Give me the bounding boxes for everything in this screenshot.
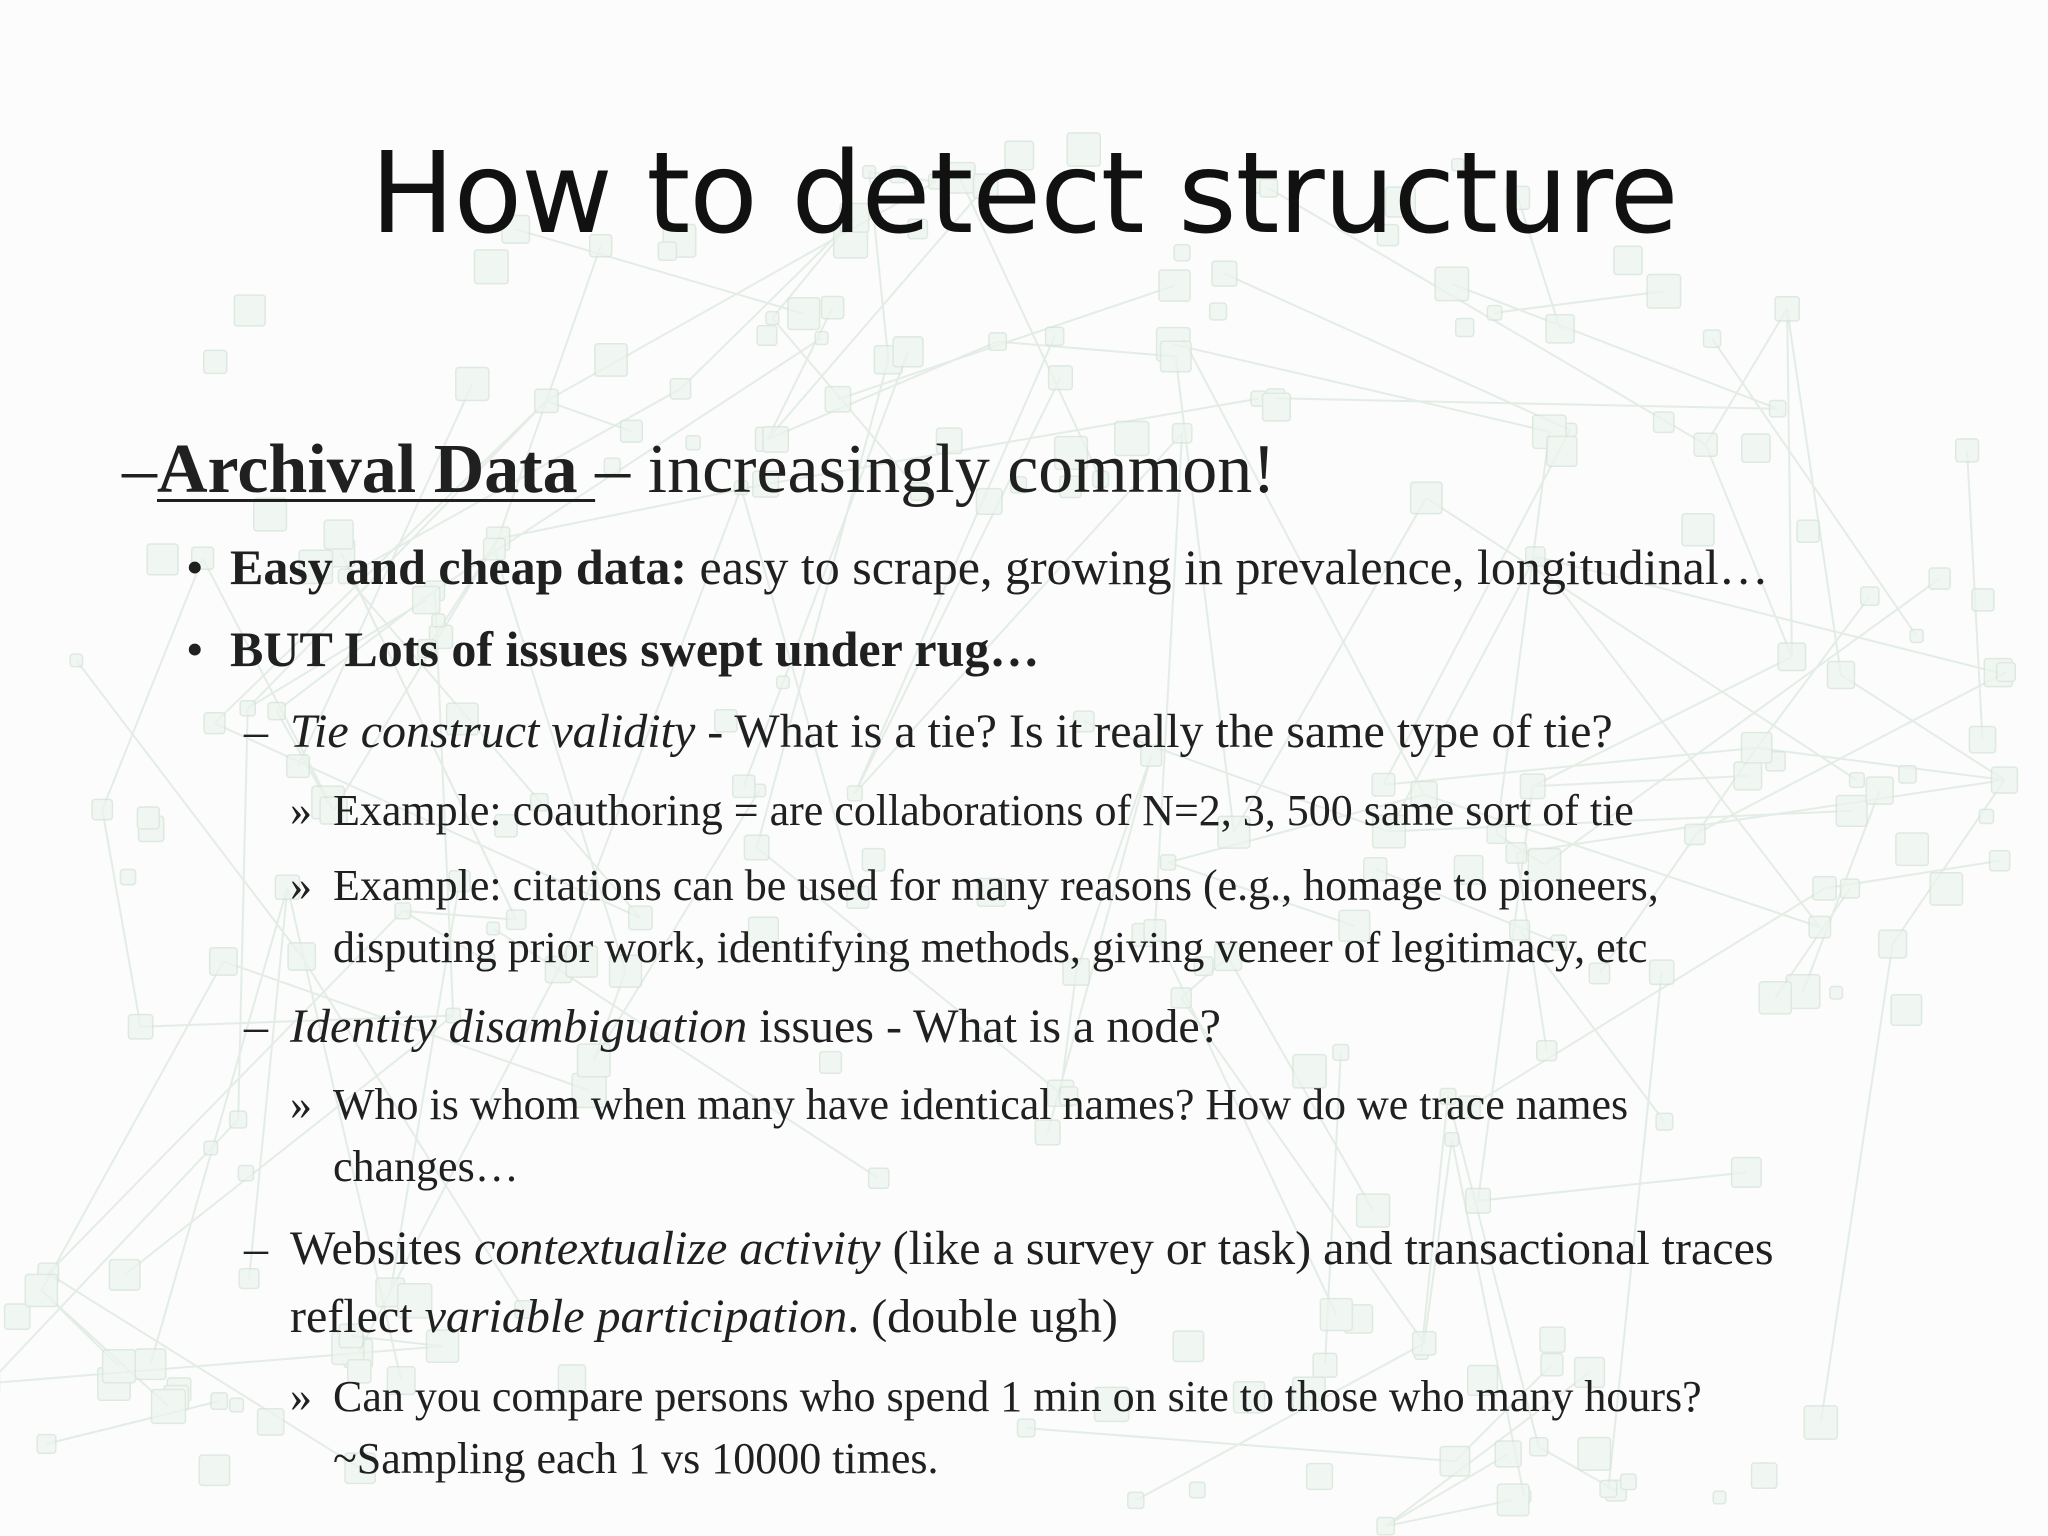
sub-item-tie-construct-validity (290, 701, 1613, 763)
heading-rest-text: – increasingly common! (595, 431, 1276, 508)
example-citations-line-2: disputing prior work, identifying methods, giving veneer of legitimacy, etc (333, 923, 1648, 972)
example-site-time-line-1: Can you compare persons who spend 1 min on site to those who many hours? (333, 1372, 1702, 1421)
heading-underlined-text: Archival Data (157, 431, 596, 508)
example-marker: » (290, 1372, 312, 1421)
sub-item-dash: – (244, 705, 268, 758)
sub-item-suffix-text: . (double ugh) (847, 1290, 1118, 1343)
example-identical-names-line-1: Who is whom when many have identical names? How do we trace names (333, 1080, 1629, 1129)
sub-item-italic-text: variable participation (424, 1290, 848, 1343)
bullet-symbol: • (186, 539, 204, 595)
sub-item-dash: – (244, 1000, 268, 1053)
sub-item-suffix-text: (like a survey or task) and transactional traces (880, 1222, 1774, 1275)
bullet-bold-text: BUT Lots of issues swept under rug… (230, 621, 1040, 677)
bullet-bold-text: Easy and cheap data: (230, 539, 688, 595)
bullet-symbol: • (186, 621, 204, 677)
section-heading (122, 427, 1276, 513)
example-marker: » (290, 861, 312, 910)
sub-item-italic-text: contextualize activity (474, 1222, 881, 1275)
bullet-item-issues (230, 618, 1039, 680)
slide-title: How to detect structure (370, 129, 1678, 259)
sub-item-body-text: issues - What is a node? (747, 1000, 1221, 1053)
sub-item-prefix-text: Websites (290, 1222, 475, 1275)
example-site-time-line-2: ~Sampling each 1 vs 10000 times. (333, 1434, 939, 1483)
sub-item-prefix-text: reflect (290, 1290, 425, 1343)
sub-item-identity-disambiguation (290, 996, 1221, 1058)
sub-item-body-text: - What is a tie? Is it really the same type of tie? (695, 705, 1613, 758)
example-marker: » (290, 1080, 312, 1129)
example-identical-names-line-2: changes… (333, 1142, 519, 1191)
example-marker: » (290, 786, 312, 835)
sub-item-dash: – (244, 1222, 268, 1275)
heading-dash: – (122, 431, 157, 508)
bullet-item-easy-cheap-data (230, 536, 1769, 598)
sub-item-italic-text: Identity disambiguation (290, 1000, 748, 1053)
sub-item-websites-line-1 (290, 1218, 1774, 1280)
sub-item-websites-line-2 (290, 1286, 1118, 1348)
bullet-body-text: easy to scrape, growing in prevalence, longitudinal… (687, 539, 1769, 595)
example-coauthoring: Example: coauthoring = are collaborations of N=2, 3, 500 same sort of tie (333, 786, 1634, 835)
example-citations-line-1: Example: citations can be used for many reasons (e.g., homage to pioneers, (333, 861, 1659, 910)
sub-item-italic-text: Tie construct validity (290, 705, 696, 758)
